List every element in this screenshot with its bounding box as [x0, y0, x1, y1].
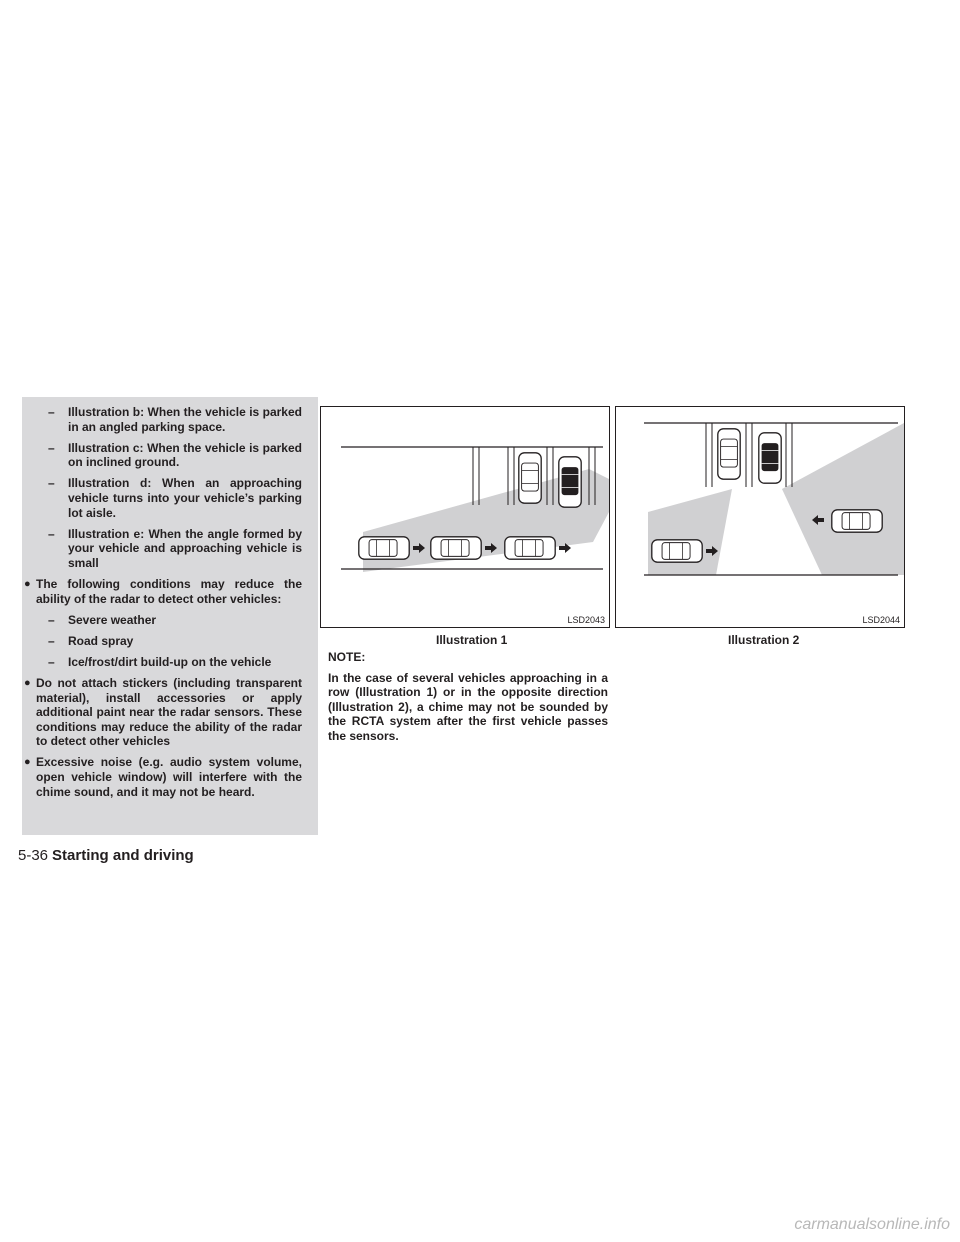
- figure-code: LSD2044: [862, 615, 900, 625]
- bullet-icon: ●: [24, 756, 31, 769]
- page-footer: [18, 847, 194, 864]
- list-item: – Severe weather: [48, 612, 157, 627]
- bullet-item: ● Excessive noise (e.g. audio system volume, open vehicle window) will interfere with the chime sound, and it may not be heard.: [24, 755, 302, 799]
- figure-code: LSD2043: [567, 615, 605, 625]
- note-block: [328, 650, 608, 750]
- list-item: – Illustration d: When an approaching vehicle turns into your vehicle’s parking lot aisle.: [48, 476, 302, 520]
- parking-diagram-1: [321, 407, 609, 627]
- bullet-item: ● The following conditions may reduce the ability of the radar to detect other vehicles:: [24, 576, 302, 606]
- watermark: carmanualsonline.info: [794, 1216, 950, 1233]
- note-body: In the case of several vehicles approaching in a row (Illustration 1) or in the opposite direction (Illustration 2), a chime may not be sounded by the RCTA system after the first vehicle passes the sensors.: [328, 670, 608, 743]
- illustration-1-caption: Illustration 1: [436, 633, 508, 647]
- left-column-panel: [22, 397, 318, 835]
- list-item: – Illustration b: When the vehicle is parked in an angled parking space.: [48, 405, 302, 434]
- page-number: 5-36: [18, 847, 49, 864]
- bullet-icon: ●: [24, 577, 31, 590]
- section-title: Starting and driving: [52, 847, 194, 864]
- list-item: – Road spray: [48, 633, 134, 648]
- list-item: – Illustration c: When the vehicle is parked on inclined ground.: [48, 440, 302, 470]
- illustration-1-figure: [320, 406, 610, 628]
- list-item: – Ice/frost/dirt build-up on the vehicle: [48, 654, 272, 669]
- left-column-text: [24, 405, 302, 806]
- bullet-icon: ●: [24, 676, 31, 689]
- parking-diagram-2: [616, 407, 904, 627]
- note-heading: NOTE:: [328, 650, 366, 664]
- illustration-2-figure: [615, 406, 905, 628]
- illustration-2-caption: Illustration 2: [728, 633, 800, 647]
- list-item: – Illustration e: When the angle formed by your vehicle and approaching vehicle is small: [48, 526, 302, 570]
- bullet-item: ● Do not attach stickers (including transparent material), install accessories or apply additional paint near the radar sensors. These conditions may reduce the ability of the radar to detect other vehicles: [24, 675, 302, 749]
